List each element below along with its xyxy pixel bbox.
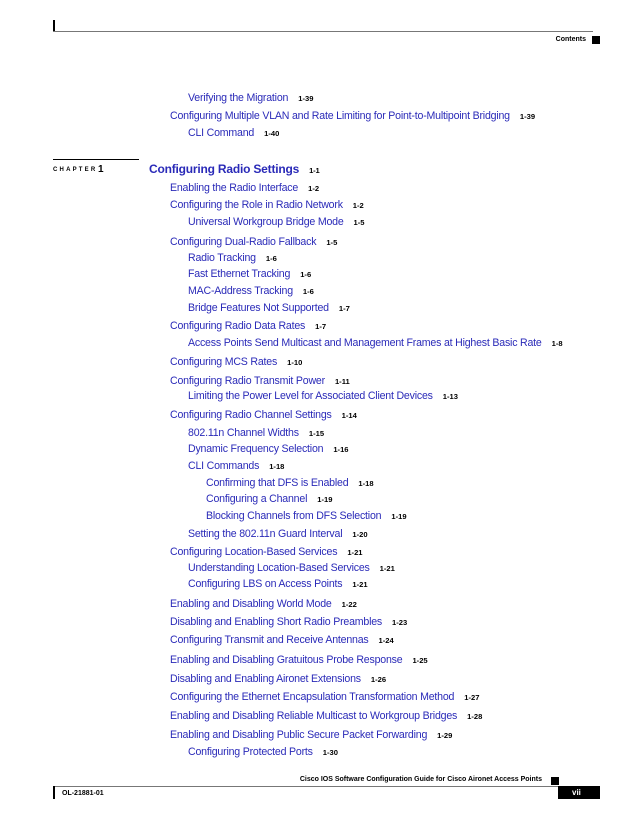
toc-entry[interactable]: Configuring MCS Rates 1-10	[170, 356, 303, 368]
toc-entry[interactable]: Configuring Multiple VLAN and Rate Limiting for Point-to-Multipoint Bridging 1-39	[170, 110, 536, 122]
chapter-rule	[53, 159, 139, 160]
footer-rule	[53, 786, 593, 787]
toc-entry[interactable]: Disabling and Enabling Short Radio Preambles 1-23	[170, 616, 408, 628]
toc-entry[interactable]: Configuring LBS on Access Points 1-21	[188, 578, 368, 590]
footer-marker	[551, 777, 559, 785]
toc-entry[interactable]: Access Points Send Multicast and Management Frames at Highest Basic Rate 1-8	[188, 337, 563, 349]
toc-entry[interactable]: Verifying the Migration 1-39	[188, 92, 314, 104]
toc-entry[interactable]: 802.11n Channel Widths 1-15	[188, 427, 325, 439]
toc-entry[interactable]: Universal Workgroup Bridge Mode 1-5	[188, 216, 365, 228]
toc-entry[interactable]: MAC-Address Tracking 1-6	[188, 285, 314, 297]
toc-entry[interactable]: Configuring Dual-Radio Fallback 1-5	[170, 236, 338, 248]
toc-entry[interactable]: Setting the 802.11n Guard Interval 1-20	[188, 528, 368, 540]
toc-entry[interactable]: Configuring the Role in Radio Network 1-2	[170, 199, 364, 211]
toc-entry[interactable]: Understanding Location-Based Services 1-21	[188, 562, 395, 574]
toc-entry[interactable]: Configuring Radio Data Rates 1-7	[170, 320, 327, 332]
toc-entry[interactable]: Blocking Channels from DFS Selection 1-19	[206, 510, 407, 522]
chapter-title[interactable]: Configuring Radio Settings 1-1	[149, 162, 320, 176]
toc-entry[interactable]: Dynamic Frequency Selection 1-16	[188, 443, 349, 455]
toc-entry[interactable]: Configuring a Channel 1-19	[206, 493, 333, 505]
toc-entry[interactable]: CLI Command 1-40	[188, 127, 280, 139]
toc-entry[interactable]: Enabling and Disabling World Mode 1-22	[170, 598, 357, 610]
toc-entry[interactable]: Radio Tracking 1-6	[188, 252, 277, 264]
toc-entry[interactable]: Enabling and Disabling Public Secure Packet Forwarding 1-29	[170, 729, 453, 741]
toc-entry[interactable]: Limiting the Power Level for Associated Client Devices 1-13	[188, 390, 458, 402]
toc-entry[interactable]: Bridge Features Not Supported 1-7	[188, 302, 350, 314]
header-rule	[53, 31, 593, 32]
chapter-number: 1	[98, 164, 104, 175]
chapter-label: CHAPTER	[53, 167, 98, 173]
toc-entry[interactable]: Enabling and Disabling Gratuitous Probe Response 1-25	[170, 654, 428, 666]
header-section-title: Contents	[555, 36, 586, 43]
toc-entry[interactable]: CLI Commands 1-18	[188, 460, 285, 472]
footer-guide-title: Cisco IOS Software Configuration Guide for Cisco Aironet Access Points	[299, 776, 542, 783]
toc-entry[interactable]: Enabling and Disabling Reliable Multicast to Workgroup Bridges 1-28	[170, 710, 483, 722]
footer-page-number: vii	[572, 788, 581, 797]
footer-doc-number: OL-21881-01	[62, 790, 104, 797]
toc-entry[interactable]: Confirming that DFS is Enabled 1-18	[206, 477, 374, 489]
header-marker	[592, 36, 600, 44]
footer-left-bar	[53, 786, 55, 799]
toc-entry[interactable]: Enabling the Radio Interface 1-2	[170, 182, 320, 194]
toc-entry[interactable]: Fast Ethernet Tracking 1-6	[188, 268, 312, 280]
toc-entry[interactable]: Configuring Protected Ports 1-30	[188, 746, 338, 758]
toc-entry[interactable]: Disabling and Enabling Aironet Extensions 1-26	[170, 673, 387, 685]
toc-entry[interactable]: Configuring Transmit and Receive Antennas 1-24	[170, 634, 394, 646]
toc-entry[interactable]: Configuring Location-Based Services 1-21	[170, 546, 363, 558]
toc-entry[interactable]: Configuring the Ethernet Encapsulation Transformation Method 1-27	[170, 691, 480, 703]
toc-entry[interactable]: Configuring Radio Channel Settings 1-14	[170, 409, 357, 421]
toc-entry[interactable]: Configuring Radio Transmit Power 1-11	[170, 375, 350, 387]
